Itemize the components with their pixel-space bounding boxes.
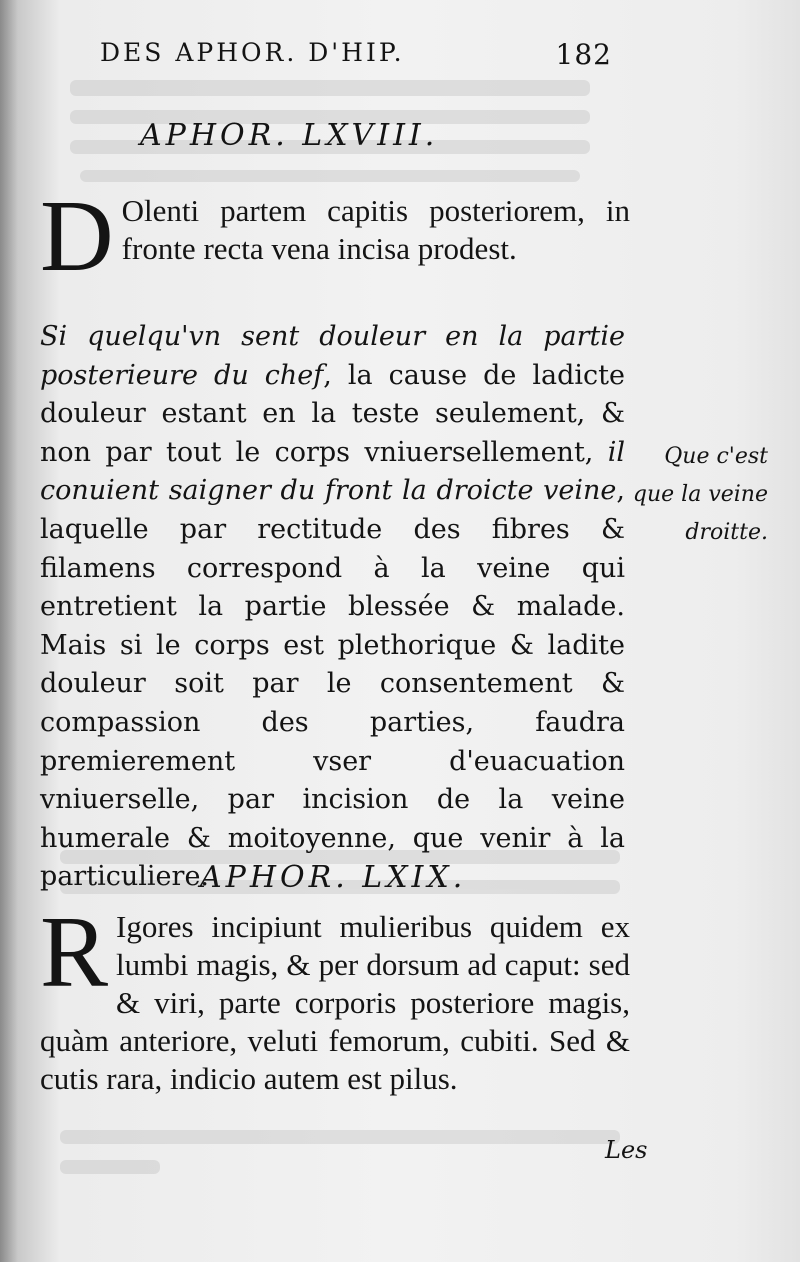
french-commentary: [40, 318, 625, 897]
marginal-note: Que c'est que la veine droitte.: [632, 444, 768, 545]
latin-body: Olenti partem capitis posteriorem, in fronte recta vena incisa prodest.: [121, 193, 630, 266]
commentary-italic: il conuient saigner du front la droicte veine: [40, 436, 625, 507]
catchword: Les: [605, 1136, 648, 1164]
running-header: [100, 38, 620, 78]
latin-body: Igores incipiunt mulieribus quidem ex lumbi magis, & per dorsum ad caput: sed & viri, parte corporis posteriore magis, quàm anteriore, veluti femorum, cubiti. Sed & cutis rara, indicio autem est pilus.: [40, 909, 630, 1096]
drop-cap: D: [40, 180, 114, 293]
latin-aphorism-text: [40, 180, 630, 293]
aphorism-heading: APHOR. LXVIII.: [140, 118, 439, 153]
commentary-italic: Si quelqu'vn sent douleur en la partie posterieure du chef: [40, 321, 625, 391]
commentary-roman: , la cause de ladicte douleur estant en la teste seulement, & non par tout le corps vniuersellement,: [40, 359, 626, 468]
running-title: DES APHOR. D'HIP.: [100, 38, 405, 67]
aphorism-heading: APHOR. LXIX.: [200, 860, 467, 895]
page-number: 182: [555, 38, 612, 71]
drop-cap: R: [40, 896, 109, 1009]
latin-aphorism-text: [40, 896, 630, 1098]
commentary-roman: , laquelle par rectitude des fibres & filamens correspond à la veine qui entretient la partie blessée & malade. Mais si le corps est plethorique & ladite douleur soit par le consentement & compassion des parties, faudra premierement vser d'euacuation vniuerselle, par incision de la veine humerale & moitoyenne, que venir à la particuliere.: [40, 475, 625, 893]
